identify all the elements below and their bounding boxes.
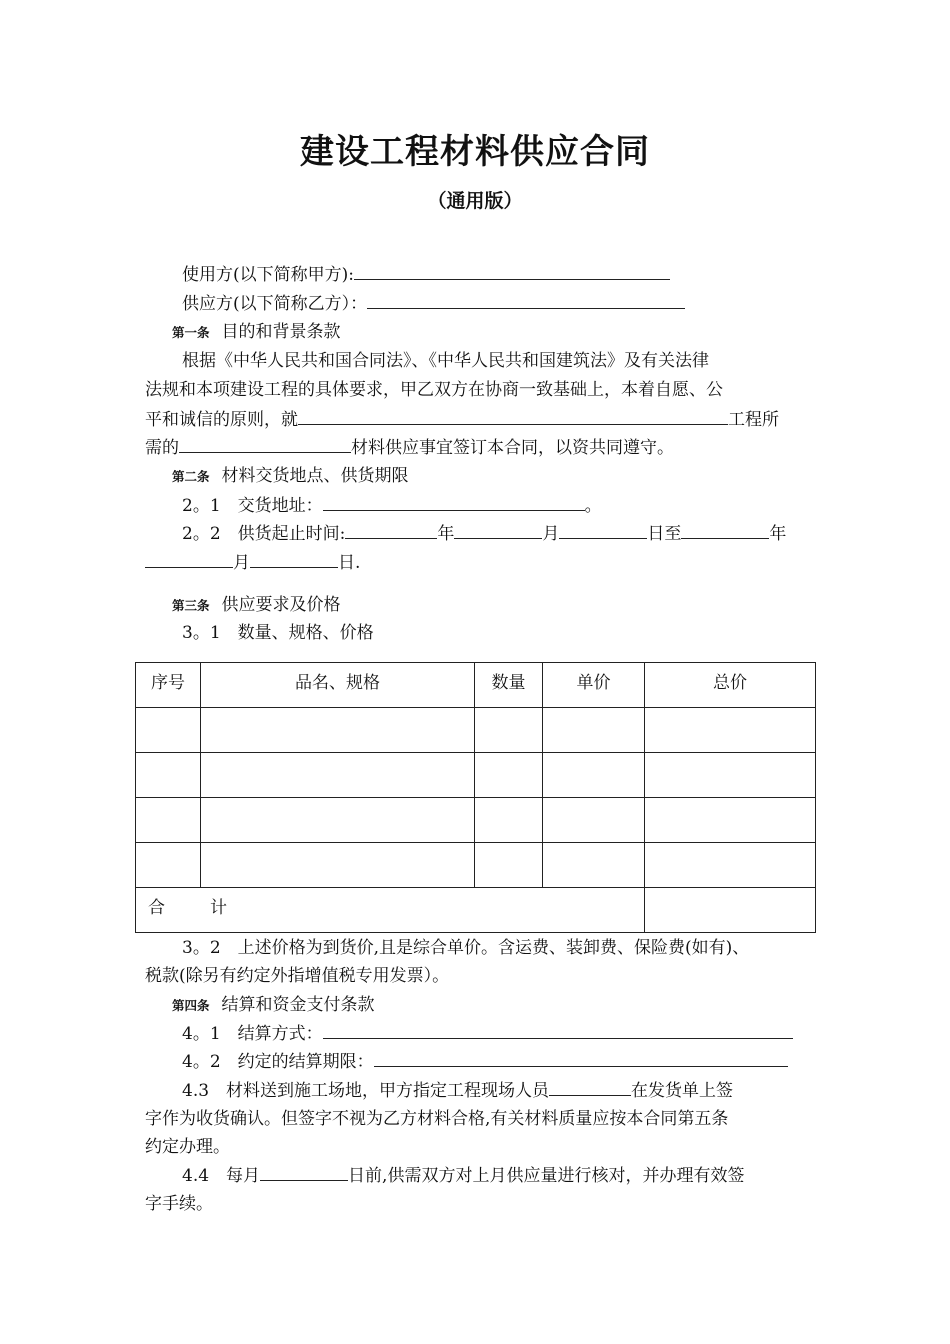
table-cell[interactable] xyxy=(201,843,475,888)
table-row xyxy=(136,708,816,753)
price-terms-line-2: 税款(除另有约定外指增值税专用发票）。 xyxy=(145,966,450,986)
article-3-title: 供应要求及价格 xyxy=(221,595,341,615)
table-cell[interactable] xyxy=(136,708,201,753)
article-2-number: 第二条 xyxy=(172,469,210,484)
article-4-number: 第四条 xyxy=(172,998,210,1013)
article-2-title: 材料交货地点、供货期限 xyxy=(221,466,409,486)
col-header-name-spec: 品名、规格 xyxy=(201,663,475,708)
document-title: 建设工程材料供应合同 xyxy=(300,132,650,172)
year-label: 年 xyxy=(769,524,787,544)
settlement-period-line xyxy=(182,1050,788,1073)
table-cell[interactable] xyxy=(645,798,816,843)
table-cell[interactable] xyxy=(645,708,816,753)
article-2-heading xyxy=(172,465,409,488)
article-1-text: 需的 xyxy=(145,438,179,458)
table-cell[interactable] xyxy=(543,843,645,888)
col-header-quantity: 数量 xyxy=(475,663,543,708)
total-label: 合 计 xyxy=(136,888,645,933)
table-cell[interactable] xyxy=(475,753,543,798)
table-row xyxy=(136,843,816,888)
month-label: 月 xyxy=(233,553,250,573)
col-header-total-price: 总价 xyxy=(645,663,816,708)
table-cell[interactable] xyxy=(645,753,816,798)
party-a-blank[interactable] xyxy=(354,263,670,280)
settlement-period-label: 4。2 约定的结算期限： xyxy=(182,1052,374,1072)
total-value-cell[interactable] xyxy=(645,888,816,933)
article-1-para-line xyxy=(145,436,674,459)
article-4-title: 结算和资金支付条款 xyxy=(221,995,375,1015)
article-1-para-line: 法规和本项建设工程的具体要求，甲乙双方在协商一致基础上，本着自愿、公 xyxy=(145,380,723,400)
project-name-blank[interactable] xyxy=(298,408,728,425)
table-cell[interactable] xyxy=(543,753,645,798)
day-to-label: 日至 xyxy=(647,524,682,544)
party-a-line xyxy=(182,263,670,286)
article-4-heading xyxy=(172,994,375,1017)
table-cell[interactable] xyxy=(201,708,475,753)
party-a-label: 使用方(以下简称甲方): xyxy=(182,265,354,285)
end-year-blank[interactable] xyxy=(681,522,769,539)
table-cell[interactable] xyxy=(475,843,543,888)
end-month-blank[interactable] xyxy=(145,551,233,568)
table-cell[interactable] xyxy=(543,708,645,753)
receipt-confirmation-line-2: 字作为收货确认。但签字不视为乙方材料合格,有关材料质量应按本合同第五条 xyxy=(145,1109,729,1129)
delivery-address-label: 2。1 交货地址： xyxy=(182,496,323,516)
price-table xyxy=(135,662,816,933)
year-label: 年 xyxy=(437,524,455,544)
article-1-text: 材料供应事宜签订本合同，以资共同遵守。 xyxy=(351,438,674,458)
supply-period-line xyxy=(182,522,786,545)
delivery-address-line xyxy=(182,494,602,517)
article-1-heading xyxy=(172,321,341,344)
document-subtitle: （通用版） xyxy=(427,190,523,212)
material-name-blank[interactable] xyxy=(179,436,351,453)
end-day-blank[interactable] xyxy=(250,551,338,568)
start-month-blank[interactable] xyxy=(454,522,542,539)
receipt-confirmation-line xyxy=(182,1079,733,1102)
month-label: 月 xyxy=(542,524,560,544)
col-header-unit-price: 单价 xyxy=(543,663,645,708)
table-cell[interactable] xyxy=(645,843,816,888)
article-1-number: 第一条 xyxy=(172,325,210,340)
start-day-blank[interactable] xyxy=(559,522,647,539)
settlement-method-label: 4。1 结算方式： xyxy=(182,1024,323,1044)
settlement-method-line xyxy=(182,1022,793,1045)
monthly-check-line xyxy=(182,1164,744,1187)
table-cell[interactable] xyxy=(201,753,475,798)
article-1-para-line: 根据《中华人民共和国合同法》、《中华人民共和国建筑法》及有关法律 xyxy=(182,351,709,371)
settlement-method-blank[interactable] xyxy=(323,1022,793,1039)
party-b-label: 供应方(以下简称乙方）： xyxy=(182,294,368,314)
party-b-line xyxy=(182,292,685,315)
article-1-title: 目的和背景条款 xyxy=(221,322,341,342)
punctuation: 。 xyxy=(584,496,602,516)
table-cell[interactable] xyxy=(543,798,645,843)
price-terms-line: 3。2 上述价格为到货价,且是综合单价。含运费、装卸费、保险费(如有)、 xyxy=(182,938,750,958)
delivery-address-blank[interactable] xyxy=(323,494,585,511)
table-cell[interactable] xyxy=(136,843,201,888)
table-total-row xyxy=(136,888,816,933)
table-cell[interactable] xyxy=(136,798,201,843)
table-cell[interactable] xyxy=(475,708,543,753)
day-label: 日. xyxy=(338,553,361,573)
quantity-spec-price-line: 3。1 数量、规格、价格 xyxy=(182,623,374,643)
settlement-period-blank[interactable] xyxy=(374,1050,788,1067)
monthly-check-text: 日前,供需双方对上月供应量进行核对，并办理有效签 xyxy=(348,1166,745,1186)
table-row xyxy=(136,753,816,798)
party-b-blank[interactable] xyxy=(367,292,685,309)
article-3-number: 第三条 xyxy=(172,598,210,613)
table-cell[interactable] xyxy=(475,798,543,843)
site-personnel-blank[interactable] xyxy=(549,1079,631,1096)
table-header-row xyxy=(136,663,816,708)
table-row xyxy=(136,798,816,843)
article-3-heading xyxy=(172,594,341,617)
monthly-check-line-2: 字手续。 xyxy=(145,1194,213,1214)
article-1-text: 平和诚信的原则，就 xyxy=(145,410,298,430)
monthly-day-blank[interactable] xyxy=(260,1164,348,1181)
table-cell[interactable] xyxy=(201,798,475,843)
article-1-text: 工程所 xyxy=(728,410,779,430)
receipt-text: 4.3 材料送到施工场地，甲方指定工程现场人员 xyxy=(182,1081,550,1101)
start-year-blank[interactable] xyxy=(345,522,437,539)
supply-period-line-2 xyxy=(145,551,360,574)
col-header-no: 序号 xyxy=(136,663,201,708)
receipt-confirmation-line-3: 约定办理。 xyxy=(145,1137,230,1157)
table-cell[interactable] xyxy=(136,753,201,798)
article-1-para-line xyxy=(145,408,779,431)
receipt-text: 在发货单上签 xyxy=(631,1081,734,1101)
supply-period-label: 2。2 供货起止时间: xyxy=(182,524,346,544)
monthly-check-text: 4.4 每月 xyxy=(182,1166,261,1186)
